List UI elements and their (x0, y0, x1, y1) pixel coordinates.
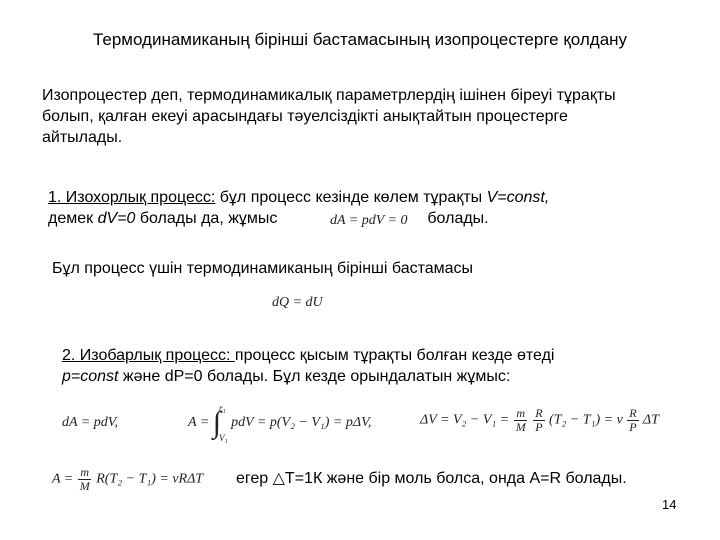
frac-numerator: m (80, 465, 90, 479)
page-number: 14 (662, 497, 677, 512)
formula-integral-b: pdV = p(V₂ − V₁) = pΔV, (231, 415, 372, 431)
formula-a-b: R(T₂ − T₁) = νRΔT (96, 471, 204, 487)
section1-text-d: болады. (427, 210, 489, 227)
fraction-m-over-M (514, 407, 528, 434)
section2-heading: 2. Изобарлық процесс: (62, 347, 235, 364)
section1-text-b: демек (48, 210, 98, 227)
section2-note: егер △T=1К және бір моль болса, онда А=R болады. (236, 470, 627, 487)
section2-italic-a: p=const (62, 368, 119, 385)
section1-italic-a: V=const, (486, 189, 550, 206)
section1-italic-b: dV=0 (97, 210, 136, 227)
integral-lower-limit: V₁ (218, 433, 228, 443)
formula-dv-b: (T₂ − T₁) = ν (549, 412, 623, 428)
section1-text-a: бұл процесс кезінде көлем тұрақты (215, 189, 487, 206)
formula-first-law: dQ = dU (272, 295, 323, 310)
frac-denominator: P (535, 420, 543, 434)
frac-numerator: R (535, 406, 543, 420)
section1-heading: 1. Изохорлық процесс: (48, 189, 216, 206)
integral-sign: ∫ r₁ V₁ (212, 403, 228, 443)
integral-upper-limit: r₁ (218, 403, 226, 413)
frac-denominator: P (629, 420, 637, 434)
formula-delta-v (420, 407, 659, 434)
formula-work-isobaric (52, 466, 203, 493)
frac-denominator: M (515, 420, 526, 434)
fraction-r-over-p (533, 407, 544, 434)
formula-integral (188, 403, 371, 443)
formula-isochoric-work: dA = pdV = 0 (330, 213, 408, 228)
intro-paragraph: Изопроцестер деп, термодинамикалық параметрлердің ішінен біреуі тұрақты болып, қалған екеуі арасындағы тәуелсіздікті анықтайтын процестерге айтылады. (42, 87, 616, 146)
fraction-r-over-p-2 (627, 407, 638, 434)
section2-text-b: және dP=0 болады. Бұл кезде орындалатын жұмыс: (118, 368, 511, 385)
section2-text-a: процесс қысым тұрақты болған кезде өтеді (234, 347, 555, 364)
section-isobaric (62, 345, 662, 387)
formula-a-a: A = (52, 471, 74, 487)
formula-dv-c: ΔT (642, 412, 659, 428)
formula-da: dA = pdV, (62, 415, 118, 430)
section1-note: Бұл процесс үшін термодинамиканың бірінші бастамасы (52, 260, 474, 277)
frac-numerator: R (629, 406, 637, 420)
slide-title: Термодинамиканың бірінші бастамасының изопроцестерге қолдану (92, 30, 628, 49)
fraction-m-over-M-2 (78, 466, 92, 493)
frac-denominator: M (79, 479, 90, 493)
section1-text-c: болады да, жұмыс (135, 210, 278, 227)
formula-dv-a: ΔV = V₂ − V₁ = (420, 412, 510, 428)
frac-numerator: m (516, 406, 526, 420)
formula-integral-a: A = (188, 415, 210, 431)
